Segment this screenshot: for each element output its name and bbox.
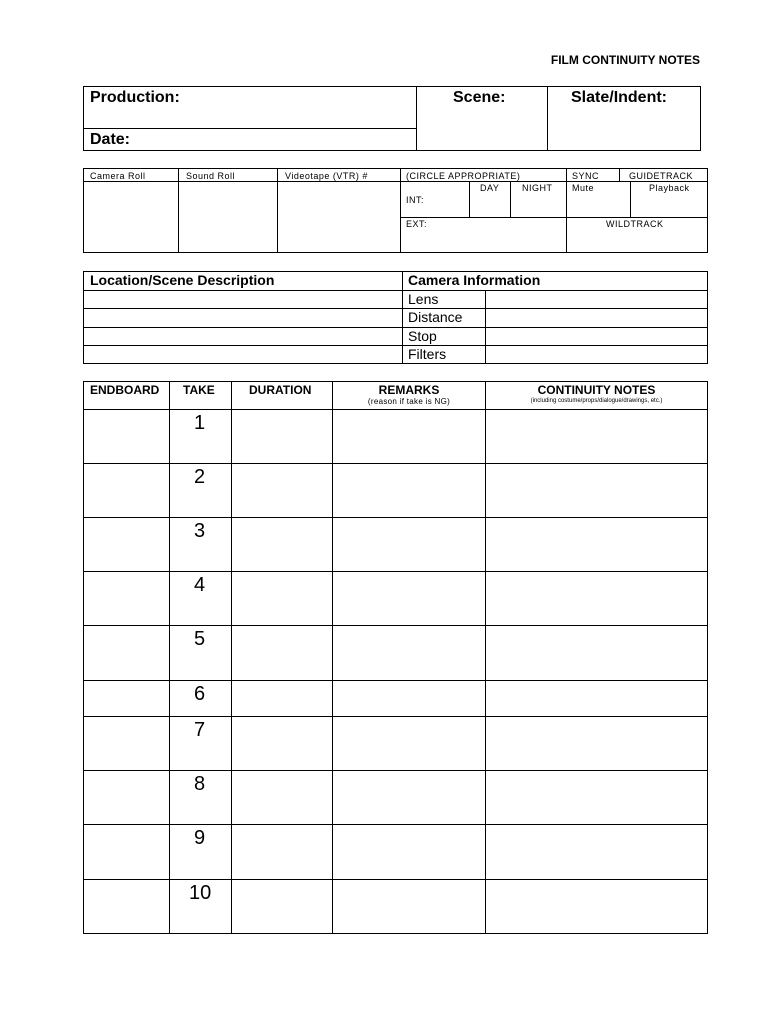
slate-label: Slate/Indent: [571, 89, 668, 106]
remarks-header: REMARKS [378, 383, 440, 397]
take-number: 8 [194, 773, 206, 795]
camera-roll-field[interactable] [85, 183, 177, 251]
mute-option[interactable]: Mute [572, 183, 595, 193]
filters-label: Filters [408, 346, 447, 362]
take-number: 3 [194, 520, 206, 542]
take-number: 6 [194, 683, 206, 705]
stop-field[interactable] [487, 329, 706, 344]
distance-label: Distance [408, 309, 463, 325]
take-number: 2 [194, 466, 206, 488]
stop-label: Stop [408, 328, 437, 344]
night-option[interactable]: NIGHT [522, 183, 553, 193]
take-number: 7 [194, 719, 206, 741]
production-label: Production: [90, 89, 180, 106]
production-field[interactable] [200, 88, 412, 126]
guidetrack-label: GUIDETRACK [629, 171, 694, 181]
wildtrack-option[interactable]: WILDTRACK [606, 219, 664, 229]
take-number: 10 [189, 882, 212, 904]
document-title: FILM CONTINUITY NOTES [550, 53, 700, 67]
filters-field[interactable] [487, 347, 706, 362]
continuity-header: CONTINUITY NOTES [537, 383, 656, 397]
location-header: Location/Scene Description [90, 272, 275, 288]
duration-header: DURATION [249, 383, 312, 397]
sync-label: SYNC [572, 171, 600, 181]
camera-roll-label: Camera Roll [90, 171, 146, 181]
int-option[interactable]: INT: [406, 195, 425, 205]
date-label: Date: [90, 131, 131, 148]
take-number: 4 [194, 574, 206, 596]
sound-roll-field[interactable] [180, 183, 276, 251]
slate-field[interactable] [550, 112, 698, 148]
distance-field[interactable] [487, 310, 706, 326]
lens-label: Lens [408, 291, 439, 307]
circle-appropriate-label: (CIRCLE APPROPRIATE) [406, 171, 521, 181]
scene-label: Scene: [453, 89, 506, 106]
take-number: 9 [194, 827, 206, 849]
take-number: 5 [194, 628, 206, 650]
lens-field[interactable] [487, 292, 706, 307]
playback-option[interactable]: Playback [649, 183, 690, 193]
ext-option[interactable]: EXT: [406, 219, 428, 229]
location-description-field[interactable] [85, 292, 400, 362]
take-number: 1 [194, 412, 206, 434]
scene-field[interactable] [419, 112, 545, 148]
remarks-subheader: (reason if take is NG) [367, 397, 451, 406]
endboard-header: ENDBOARD [90, 383, 160, 397]
videotape-label: Videotape (VTR) # [285, 171, 368, 181]
day-option[interactable]: DAY [480, 183, 500, 193]
take-header: TAKE [183, 383, 215, 397]
continuity-subheader: (including costume/props/dialogue/drawings, etc.) [530, 398, 663, 404]
camera-info-header: Camera Information [408, 272, 541, 288]
videotape-field[interactable] [279, 183, 399, 251]
sound-roll-label: Sound Roll [186, 171, 236, 181]
date-field[interactable] [145, 130, 413, 149]
